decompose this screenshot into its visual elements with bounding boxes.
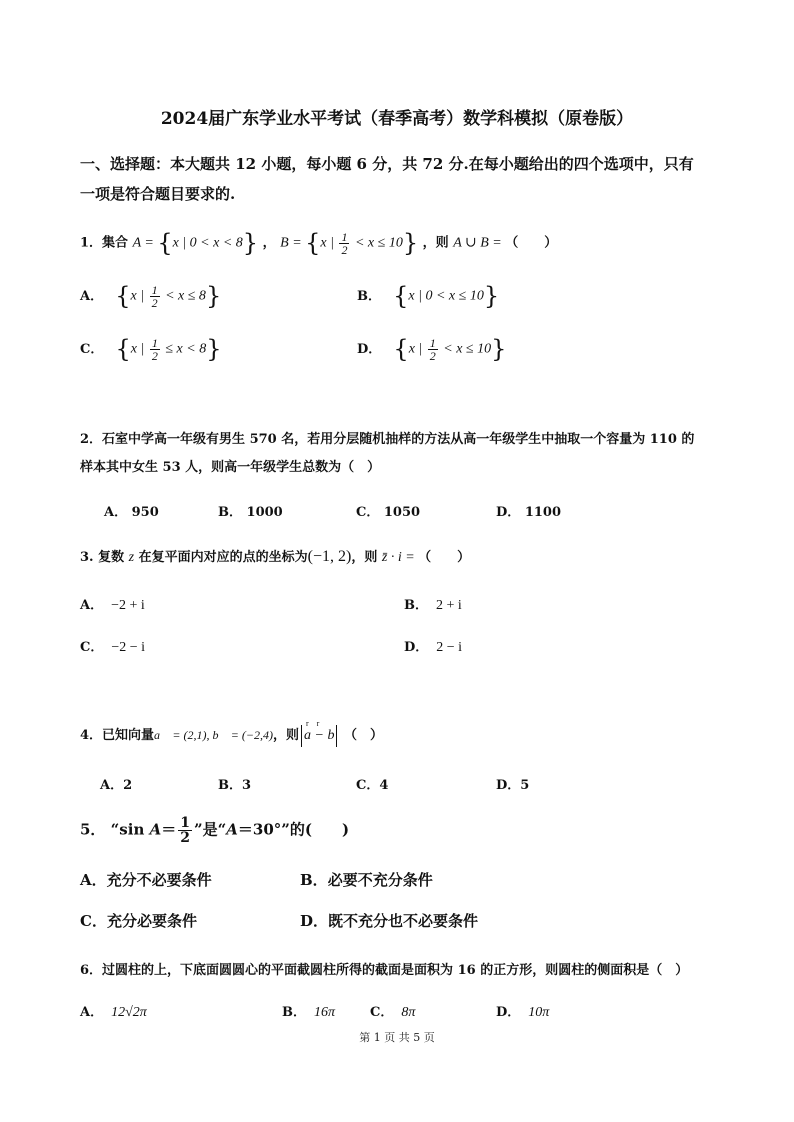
page-footer: 第 1 页 共 5 页 bbox=[359, 1031, 435, 1044]
q6-option-b[interactable]: B． 16π bbox=[282, 1005, 336, 1020]
q3-option-a[interactable]: A． −2 + i bbox=[80, 598, 145, 613]
q1-setB-label: B = bbox=[280, 235, 306, 251]
q1-setB-x: x | bbox=[320, 235, 338, 251]
question-2-line2: 样本其中女生 53 人，则高一年级学生总数为（ ） bbox=[80, 460, 381, 475]
fraction-half: $\frac{1}{2}$ bbox=[429, 335, 436, 363]
q2-option-d[interactable]: D． 1100 bbox=[496, 505, 561, 520]
q4-option-d[interactable]: D．5 bbox=[496, 778, 530, 793]
q1-suffix: ，则 bbox=[422, 235, 449, 251]
abs-bar-left bbox=[301, 725, 302, 747]
q3-option-b[interactable]: B． 2 + i bbox=[404, 598, 462, 613]
q2-option-c[interactable]: C． 1050 bbox=[356, 505, 421, 520]
q5-option-b[interactable]: B．必要不充分条件 bbox=[300, 871, 433, 889]
fraction-half: $\frac{1}{2}$ bbox=[151, 335, 158, 363]
brace-open: { bbox=[157, 229, 173, 257]
q1-setA-label: A = bbox=[132, 235, 158, 251]
section-heading-line2: 一项是符合题目要求的. bbox=[80, 185, 236, 203]
brace-close: } bbox=[242, 229, 259, 257]
question-2-line1: 2．石室中学高一年级有男生 570 名，若用分层随机抽样的方法从高一年级学生中抽取一个容量为 110 的 bbox=[80, 432, 695, 447]
q6-option-a[interactable]: A． 12√2π bbox=[80, 1005, 147, 1020]
fraction-half: $\frac{1}{2}$ bbox=[180, 815, 190, 846]
question-1 bbox=[80, 229, 557, 257]
q5-option-c[interactable]: C．充分必要条件 bbox=[80, 912, 197, 930]
q1-expression: A ∪ B = bbox=[453, 235, 506, 251]
brace-close: } bbox=[402, 229, 419, 257]
q2-option-b[interactable]: B． 1000 bbox=[218, 505, 283, 520]
q1-setB-tail: < x ≤ 10 bbox=[351, 235, 403, 251]
q5-option-d[interactable]: D．既不充分也不必要条件 bbox=[300, 912, 479, 930]
q6-option-d[interactable]: D． 10π bbox=[496, 1005, 550, 1020]
q4-option-c[interactable]: C．4 bbox=[356, 778, 389, 793]
page-title: 2024届广东学业水平考试（春季高考）数学科模拟（原卷版） bbox=[160, 109, 634, 129]
q5-option-a[interactable]: A．充分不必要条件 bbox=[80, 871, 212, 889]
q1-option-a[interactable]: A． {x | $\frac{1}{2}$ < x ≤ 8} bbox=[80, 282, 222, 310]
fraction-half: $\frac{1}{2}$ bbox=[341, 229, 348, 257]
q2-option-a[interactable]: A． 950 bbox=[104, 505, 159, 520]
q4-option-b[interactable]: B．3 bbox=[218, 778, 252, 793]
q1-answer-paren: （ ） bbox=[505, 235, 558, 251]
question-6: 6．过圆柱的上，下底面圆圆心的平面截圆柱所得的截面是面积为 16 的正方形，则圆柱的侧面积是（ ） bbox=[80, 963, 689, 978]
q3-option-c[interactable]: C． −2 − i bbox=[80, 640, 146, 655]
q1-option-d[interactable]: D． {x | $\frac{1}{2}$ < x ≤ 10} bbox=[357, 335, 507, 363]
q1-separator: ， bbox=[262, 235, 276, 251]
q1-number: 1．集合 bbox=[80, 235, 129, 251]
brace-open: { bbox=[305, 229, 321, 257]
q1-option-b[interactable]: B． {x | 0 < x ≤ 10} bbox=[357, 282, 500, 310]
q3-option-d[interactable]: D． 2 − i bbox=[404, 640, 463, 655]
fraction-half: $\frac{1}{2}$ bbox=[151, 282, 158, 310]
q1-setA-body: x | 0 < x < 8 bbox=[172, 235, 243, 251]
q4-option-a[interactable]: A．2 bbox=[100, 778, 133, 793]
section-heading-line1: 一、选择题：本大题共 12 小题，每小题 6 分，共 72 分.在每小题给出的四个选项中，只有 bbox=[80, 155, 694, 173]
question-5: 5． “sin A＝ $\frac{1}{2}$ ”是“A＝30°”的( ) bbox=[80, 815, 350, 846]
abs-bar-right bbox=[336, 725, 337, 747]
question-4: 4．已知向量a⃗ = (2,1), b⃗ = (−2,4)，则 r r a − b （ ） bbox=[80, 724, 383, 747]
question-3: 3. 复数 z 在复平面内对应的点的坐标为(−1, 2)，则 z̄ · i = （ ） bbox=[80, 548, 471, 565]
q6-option-c[interactable]: C． 8π bbox=[370, 1005, 416, 1020]
q1-option-c[interactable]: C． {x | $\frac{1}{2}$ ≤ x < 8} bbox=[80, 335, 222, 363]
